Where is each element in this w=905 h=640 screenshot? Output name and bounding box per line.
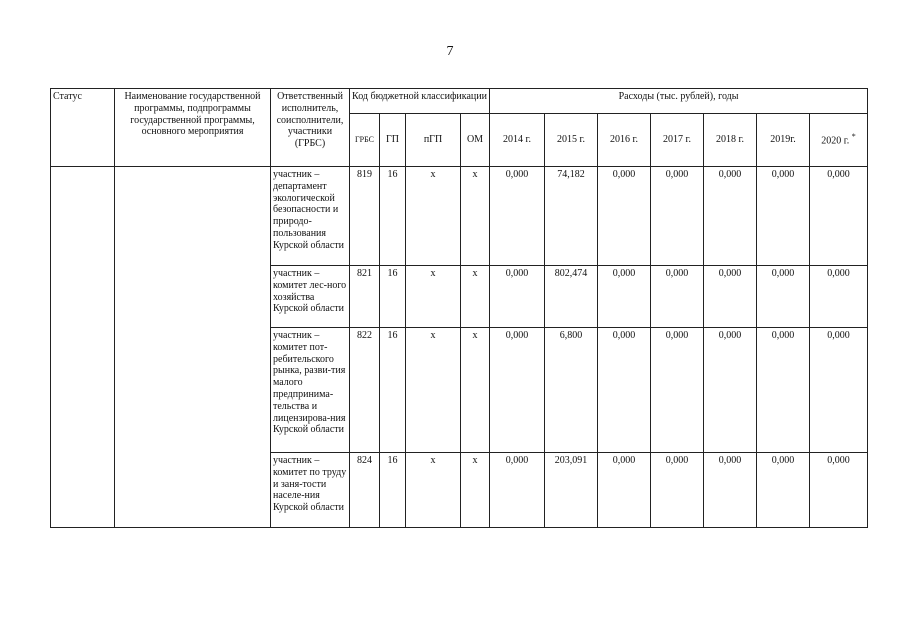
value-cell: 0,000 <box>810 167 868 266</box>
value-cell: 0,000 <box>490 167 545 266</box>
gp-col-header: ГП <box>380 114 406 167</box>
program-name-cell <box>115 167 271 528</box>
year-label: 2020 г. <box>821 135 850 147</box>
value-cell: 0,000 <box>704 266 757 328</box>
om-cell: х <box>461 453 490 528</box>
om-cell: х <box>461 167 490 266</box>
grbs-cell: 819 <box>350 167 380 266</box>
value-cell: 203,091 <box>545 453 598 528</box>
gp-cell: 16 <box>380 266 406 328</box>
table-row <box>51 167 868 266</box>
participant-cell: участник – комитет по труду и заня-тости населе-ния Курской области <box>271 453 350 528</box>
status-cell <box>51 167 115 528</box>
value-cell: 0,000 <box>810 266 868 328</box>
gp-cell: 16 <box>380 328 406 453</box>
value-cell: 0,000 <box>704 328 757 453</box>
value-cell: 0,000 <box>704 167 757 266</box>
grbs-cell: 821 <box>350 266 380 328</box>
value-cell: 0,000 <box>490 328 545 453</box>
year-header: 2015 г. <box>545 114 598 167</box>
expenses-header: Расходы (тыс. рублей), годы <box>490 89 868 114</box>
value-cell: 0,000 <box>598 266 651 328</box>
year-header: 2017 г. <box>651 114 704 167</box>
value-cell: 0,000 <box>598 328 651 453</box>
pgp-cell: х <box>406 167 461 266</box>
year-header: 2016 г. <box>598 114 651 167</box>
value-cell: 0,000 <box>757 266 810 328</box>
pgp-cell: х <box>406 453 461 528</box>
value-cell: 0,000 <box>651 266 704 328</box>
pgp-cell: х <box>406 328 461 453</box>
value-cell: 0,000 <box>598 453 651 528</box>
value-cell: 0,000 <box>598 167 651 266</box>
footnote-mark: * <box>851 132 856 142</box>
executor-header: Ответственный исполнитель, соисполнители, участники (ГРБС) <box>271 89 350 167</box>
value-cell: 0,000 <box>651 453 704 528</box>
gp-cell: 16 <box>380 167 406 266</box>
participant-cell: участник – комитет пот-ребительского рынка, разви-тия малого предпринима-тельства и лицензирова-ния Курской области <box>271 328 350 453</box>
value-cell: 0,000 <box>757 328 810 453</box>
pgp-cell: х <box>406 266 461 328</box>
year-header: 2014 г. <box>490 114 545 167</box>
gp-cell: 16 <box>380 453 406 528</box>
value-cell: 0,000 <box>757 453 810 528</box>
grbs-cell: 824 <box>350 453 380 528</box>
status-header: Статус <box>51 89 115 167</box>
value-cell: 74,182 <box>545 167 598 266</box>
pgp-col-header: пГП <box>406 114 461 167</box>
year-header: 2019г. <box>757 114 810 167</box>
value-cell: 0,000 <box>810 453 868 528</box>
year-header-2020 <box>810 114 868 167</box>
value-cell: 0,000 <box>490 266 545 328</box>
value-cell: 0,000 <box>651 167 704 266</box>
page-number: 7 <box>446 44 454 59</box>
participant-cell: участник – департамент экологической безопасности и природо-пользования Курской области <box>271 167 350 266</box>
header-row-1 <box>51 89 868 114</box>
om-cell: х <box>461 328 490 453</box>
participant-cell: участник – комитет лес-ного хозяйства Курской области <box>271 266 350 328</box>
grbs-col-header: ГРБС <box>350 114 380 167</box>
value-cell: 0,000 <box>757 167 810 266</box>
value-cell: 802,474 <box>545 266 598 328</box>
value-cell: 6,800 <box>545 328 598 453</box>
grbs-cell: 822 <box>350 328 380 453</box>
om-cell: х <box>461 266 490 328</box>
budget-code-header: Код бюджетной классификации <box>350 89 490 114</box>
year-header: 2018 г. <box>704 114 757 167</box>
om-col-header: ОМ <box>461 114 490 167</box>
value-cell: 0,000 <box>704 453 757 528</box>
value-cell: 0,000 <box>490 453 545 528</box>
budget-table <box>50 88 868 528</box>
value-cell: 0,000 <box>810 328 868 453</box>
value-cell: 0,000 <box>651 328 704 453</box>
program-name-header: Наименование государственной программы, подпрограммы государственной программы, основного мероприятия <box>115 89 271 167</box>
